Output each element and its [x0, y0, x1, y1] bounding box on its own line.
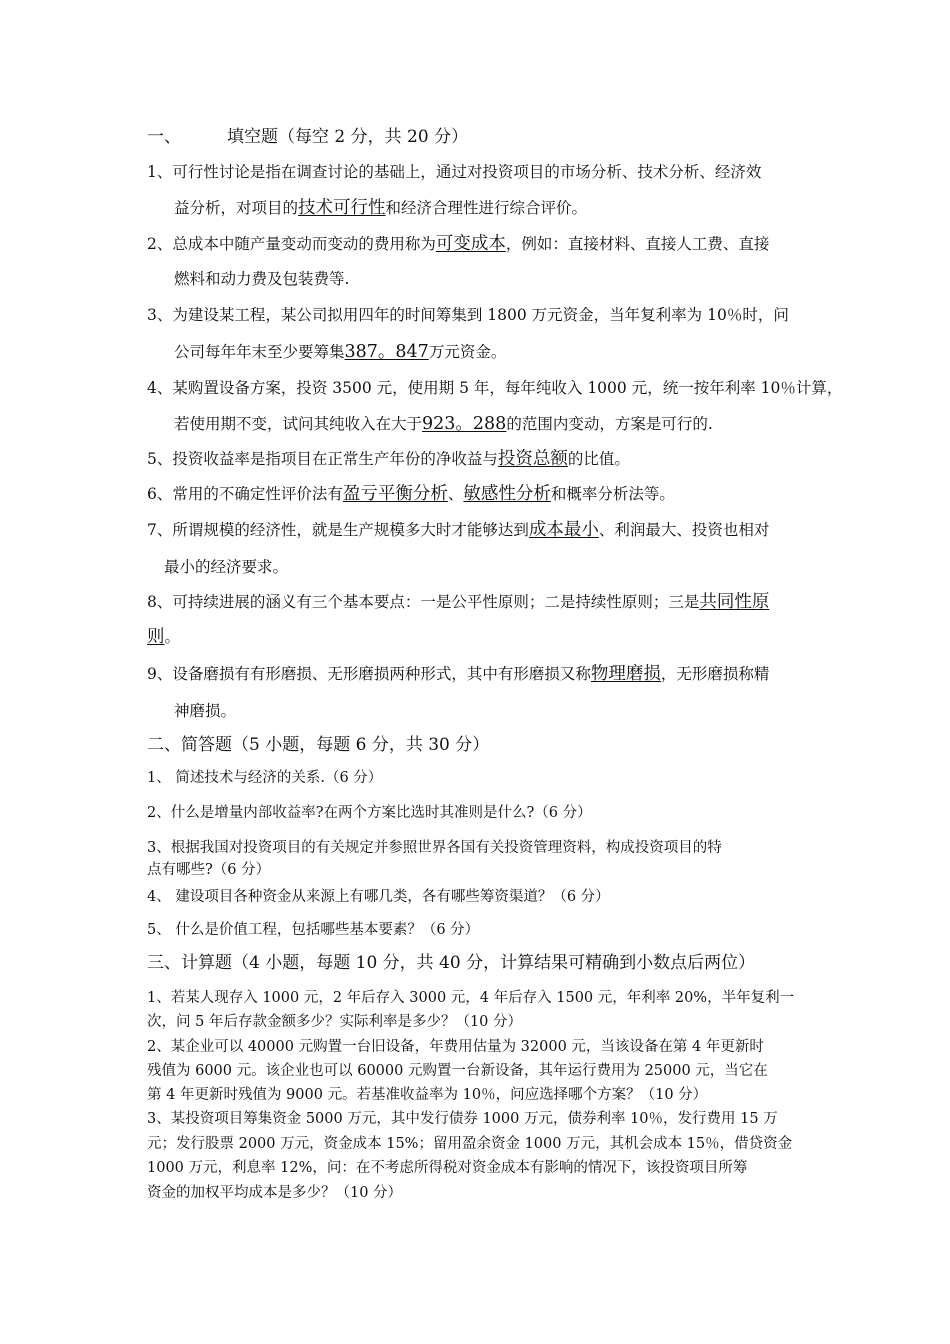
- short-answer-3-line-1: 3、根据我国对投资项目的有关规定并参照世界各国有关投资管理资料，构成投资项目的特: [147, 840, 722, 856]
- answer-blank: 则: [147, 627, 165, 647]
- calc-question-3-line-4: 资金的加权平均成本是多少？（10 分）: [147, 1185, 403, 1201]
- fill-item-3-line-1: [147, 305, 789, 325]
- item-number: 3、: [147, 306, 173, 324]
- fill-item-4-line-1: [147, 378, 842, 398]
- item-text: 和概率分析法等。: [550, 485, 675, 503]
- section1-title: 填空题（每空 2 分，共 20 分）: [227, 127, 469, 147]
- calc-question-2-line-1: 2、某企业可以 40000 元购置一台旧设备，年费用估量为 32000 元，当该设备在第 4 年更新时: [147, 1039, 764, 1055]
- item-text: 总成本中随产量变动而变动的费用称为: [172, 235, 436, 253]
- calc-question-3-line-2: 元；发行股票 2000 万元，资金成本 15%；留用盈余资金 1000 万元，其机会成本 15％，借贷资金: [147, 1136, 793, 1152]
- item-text: 益分析，对项目的: [174, 199, 299, 217]
- item-text: 、利润最大、投资也相对: [598, 521, 770, 539]
- fill-item-8-line-2: [147, 627, 180, 647]
- fill-item-3-line-2: [174, 342, 506, 362]
- item-text: 常用的不确定性评价法有: [172, 485, 343, 503]
- calc-question-1-line-1: 1、若某人现存入 1000 元，2 年后存入 3000 元，4 年后存入 1500 元，年利率 20%，半年复利一: [147, 990, 795, 1006]
- answer-blank: 盈亏平衡分析: [342, 484, 448, 504]
- fill-item-7-line-2: [164, 557, 288, 577]
- short-answer-4: 4、 建设项目各种资金从来源上有哪几类，各有哪些筹资渠道？（6 分）: [147, 889, 610, 905]
- fill-item-7-line-1: [147, 520, 769, 540]
- item-number: 6、: [147, 485, 173, 503]
- item-text: 。: [164, 628, 181, 646]
- item-text: 为建设某工程，某公司拟用四年的时间筹集到 1800 万元资金，当年复利率为 10％时，问: [172, 306, 789, 324]
- item-text: 万元资金。: [428, 343, 507, 361]
- answer-blank: 成本最小: [528, 520, 599, 540]
- item-text: 可持续进展的涵义有三个基本要点：一是公平性原则；二是持续性原则；三是: [172, 593, 700, 611]
- item-text: 投资收益率是指项目在正常生产年份的净收益与: [172, 450, 498, 468]
- item-number: 9、: [147, 665, 173, 683]
- item-number: 1、: [147, 163, 173, 181]
- item-text: 神磨损。: [174, 702, 237, 720]
- fill-item-6: [147, 484, 675, 504]
- fill-item-4-line-2: [174, 414, 713, 434]
- calc-question-1-line-2: 次，问 5 年后存款金额多少？实际利率是多少？（10 分）: [147, 1014, 523, 1030]
- fill-item-2-line-2: [174, 269, 349, 289]
- section1-number: 一、: [147, 127, 181, 147]
- item-text: 设备磨损有有形磨损、无形磨损两种形式，其中有形磨损又称: [172, 665, 591, 683]
- calc-question-3-line-3: 1000 万元，利息率 12%，问：在不考虑所得税对资金成本有影响的情况下，该投资项目所筹: [147, 1160, 748, 1176]
- answer-blank: 投资总额: [497, 449, 568, 469]
- answer-blank: 物理磨损: [590, 664, 661, 684]
- answer-blank: 共同性原: [699, 592, 770, 612]
- item-text: 的范围内变动，方案是可行的.: [506, 415, 713, 433]
- short-answer-5: 5、 什么是价值工程，包括哪些基本要素？（6 分）: [147, 922, 480, 938]
- answer-blank: 技术可行性: [298, 198, 386, 218]
- short-answer-1: 1、 简述技术与经济的关系.（6 分）: [147, 770, 383, 786]
- short-answer-3-line-2: 点有哪些?（6 分）: [147, 862, 271, 878]
- fill-item-1-line-2: [174, 198, 587, 218]
- item-text: 和经济合理性进行综合评价。: [385, 199, 588, 217]
- calc-question-2-line-2: 残值为 6000 元。该企业也可以 60000 元购置一台新设备，其年运行费用为 25000 元，当它在: [147, 1063, 768, 1079]
- fill-item-8-line-1: [147, 592, 769, 612]
- item-text: 所谓规模的经济性，就是生产规模多大时才能够达到: [172, 521, 529, 539]
- item-text: 、: [447, 485, 464, 503]
- item-number: 8、: [147, 593, 173, 611]
- item-number: 7、: [147, 521, 173, 539]
- item-text: ，例如：直接材料、直接人工费、直接: [505, 235, 770, 253]
- fill-item-9-line-1: [147, 664, 769, 684]
- item-number: 5、: [147, 450, 173, 468]
- item-text: ，无形磨损称精: [660, 665, 770, 683]
- fill-item-2-line-1: [147, 234, 769, 254]
- item-text: 公司每年年末至少要筹集: [174, 343, 345, 361]
- section1-heading: [147, 127, 468, 147]
- calc-question-3-line-1: 3、某投资项目筹集资金 5000 万元，其中发行债券 1000 万元，债券利率 10％，发行费用 15 万: [147, 1111, 778, 1127]
- section2-heading: 二、简答题（5 小题，每题 6 分，共 30 分）: [147, 735, 490, 755]
- fill-item-1-line-1: [147, 162, 761, 182]
- section3-heading: 三、计算题（4 小题，每题 10 分，共 40 分，计算结果可精确到小数点后两位）: [147, 953, 756, 973]
- answer-blank: 387。847: [344, 342, 429, 362]
- short-answer-2: 2、什么是增量内部收益率?在两个方案比选时其准则是什么?（6 分）: [147, 805, 592, 821]
- answer-blank: 923。288: [422, 414, 507, 434]
- calc-question-2-line-3: 第 4 年更新时残值为 9000 元。若基准收益率为 10％，问应选择哪个方案？（10 分）: [147, 1087, 708, 1103]
- item-text: 最小的经济要求。: [164, 558, 289, 576]
- item-text: 可行性讨论是指在调查讨论的基础上，通过对投资项目的市场分析、技术分析、经济效: [172, 163, 762, 181]
- item-text: 的比值。: [567, 450, 630, 468]
- item-text: 若使用期不变，试问其纯收入在大于: [174, 415, 423, 433]
- answer-blank: 敏感性分析: [463, 484, 551, 504]
- item-text: 某购置设备方案，投资 3500 元，使用期 5 年，每年纯收入 1000 元，统一按年利率 10％计算，: [172, 379, 843, 397]
- fill-item-9-line-2: [174, 701, 236, 721]
- fill-item-5: [147, 449, 630, 469]
- answer-blank: 可变成本: [435, 234, 506, 254]
- item-text: 燃料和动力费及包装费等.: [174, 270, 350, 288]
- item-number: 2、: [147, 235, 173, 253]
- item-number: 4、: [147, 379, 173, 397]
